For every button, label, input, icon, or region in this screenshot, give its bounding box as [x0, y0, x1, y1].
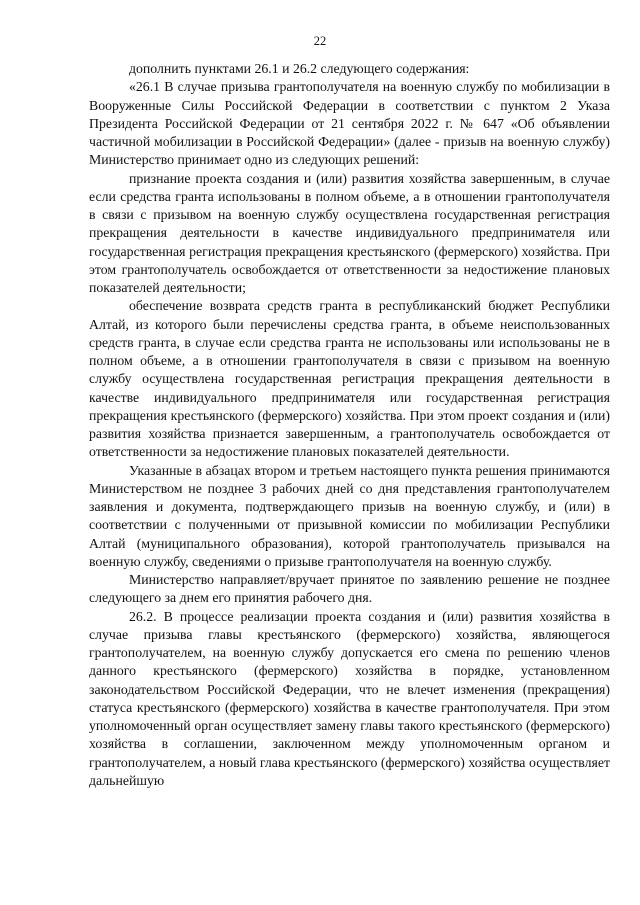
paragraph-decision-refund: обеспечение возврата средств гранта в республиканский бюджет Республики Алтай, из которого были перечислены средства гранта, в объеме неиспользованных средств гранта, в случае если средства гранта не использованы или использованы не в полном объеме, а в отношении грантополучателя в связи с призывом на военную службу осуществлена государственная регистрация прекращения деятельности в качестве индивидуального предпринимателя или государственная регистрация прекращения крестьянского (фермерского) хозяйства. При этом проект создания и (или) развития хозяйства признается завершенным, а грантополучатель освобождается от ответственности за недостижение плановых показателей деятельности.	[89, 298, 610, 460]
paragraph-26-1: «26.1 В случае призыва грантополучателя на военную службу по мобилизации в Вооруженные Силы Российской Федерации в соответствии с пунктом 2 Указа Президента Российской Федерации от 21 сентября 2022 г. № 647 «Об объявлении частичной мобилизации в Российской Федерации» (далее - призыв на военную службу) Министерство принимает одно из следующих решений:	[89, 79, 610, 168]
page-number: 22	[313, 34, 327, 48]
paragraph-decision-delivery: Министерство направляет/вручает принятое по заявлению решение не позднее следующего за днем его принятия рабочего дня.	[89, 572, 610, 606]
paragraph-decision-timing: Указанные в абзацах втором и третьем настоящего пункта решения принимаются Министерством не позднее 3 рабочих дней со дня представления грантополучателем заявления и документа, подтверждающего призыв на военную службу, и (или) в соответствии с полученными от призывной комиссии по мобилизации Республики Алтай (муниципального образования), которой грантополучатель призывался на военную службу, сведениями о призыве грантополучателя на военную службу.	[89, 462, 610, 569]
paragraph-decision-completion: признание проекта создания и (или) развития хозяйства завершенным, в случае если средства гранта использованы в полном объеме, а в отношении грантополучателя в связи с призывом на военную службу осуществлена государственная регистрация прекращения деятельности в качестве индивидуального предпринимателя или государственная регистрация прекращения крестьянского (фермерского) хозяйства. При этом грантополучатель освобождается от ответственности за недостижение плановых показателей деятельности;	[89, 170, 610, 295]
paragraph-26-2: 26.2. В процессе реализации проекта создания и (или) развития хозяйства в случае призыва главы крестьянского (фермерского) хозяйства, являющегося грантополучателем, на военную службу допускается его смена по решению членов данного крестьянского (фермерского) хозяйства в порядке, установленном законодательством Российской Федерации, что не влечет изменения (прекращения) статуса крестьянского (фермерского) хозяйства в качестве грантополучателя. При этом уполномоченный орган осуществляет замену главы такого крестьянского (фермерского) хозяйства в соглашении, заключенном между уполномоченным органом и грантополучателем, а новый глава крестьянского (фермерского) хозяйства осуществляет дальнейшую	[89, 608, 610, 788]
paragraph-intro: дополнить пунктами 26.1 и 26.2 следующего содержания:	[129, 61, 470, 76]
document-body	[89, 60, 610, 790]
